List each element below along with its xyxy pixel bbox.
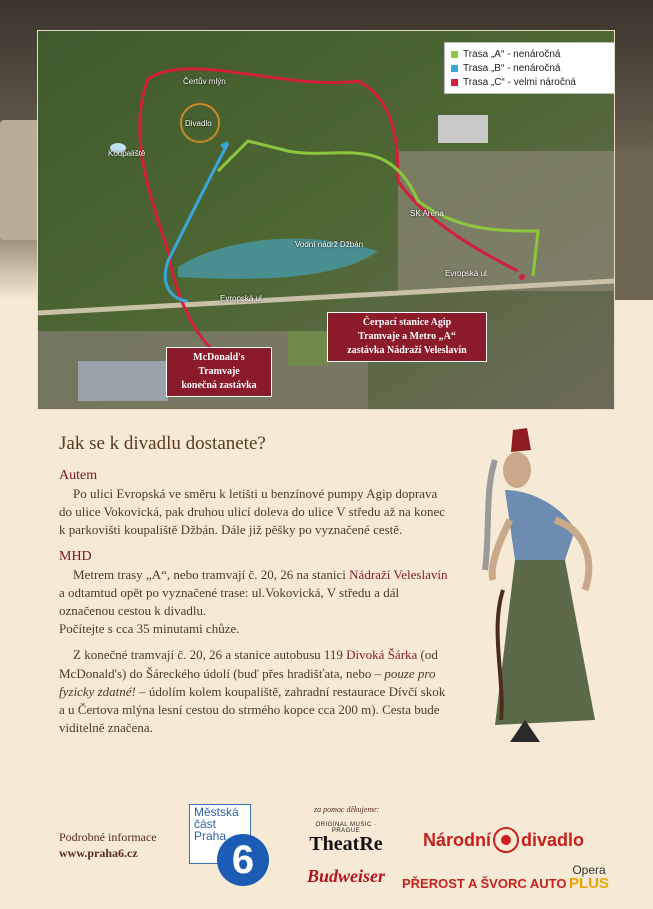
praha6-line: část	[194, 817, 217, 831]
plus-text: PLUS	[569, 875, 610, 892]
praha6-number: 6	[217, 834, 269, 886]
urban-area-east	[398, 151, 614, 291]
text-span: Metrem trasy „A“, nebo tramvají č. 20, 26 na stanici	[73, 566, 350, 582]
label-certuv-mlyn: Čertův mlýn	[183, 77, 226, 86]
callout-line: Tramvaje	[198, 366, 240, 377]
praha6-line: Praha	[194, 829, 227, 843]
info-link[interactable]: www.praha6.cz	[59, 846, 138, 860]
route-map	[37, 30, 615, 410]
legend-item-b	[451, 61, 611, 75]
theatre-logo-big: TheatRe	[309, 833, 383, 855]
label-sk-arena: SK Aréna	[410, 209, 444, 218]
callout-line: konečná zastávka	[181, 380, 257, 391]
label-koupaliste: Koupaliště	[108, 149, 146, 158]
footer-info	[59, 829, 157, 861]
section-title-mhd: MHD	[59, 548, 92, 564]
page-title: Jak se k divadlu dostanete?	[59, 433, 266, 454]
callout-mcdonalds	[166, 347, 272, 397]
nd-right: divadlo	[521, 829, 585, 850]
map-legend	[444, 42, 615, 94]
agip-marker	[519, 274, 525, 280]
legend-label: Trasa „A“ - nenáročná	[463, 48, 561, 60]
callout-line: Čerpací stanice Agip	[362, 317, 452, 328]
background-house	[0, 120, 40, 240]
stadium	[288, 331, 328, 366]
legend-swatch	[451, 51, 458, 58]
praha6-line: Městská	[194, 805, 239, 819]
text-span: Z konečné tramvají č. 20, 26 a stanice autobusu 119	[73, 647, 347, 663]
callout-line: McDonald's	[193, 352, 245, 363]
witch-drawing	[465, 420, 625, 750]
prerost-logo: PŘEROST A ŠVORC AUTO	[402, 876, 567, 891]
arm-left	[492, 520, 510, 580]
highlight-station: Divoká Šárka	[346, 647, 418, 663]
nd-seal-icon	[493, 827, 519, 853]
info-label: Podrobné informace	[59, 830, 157, 844]
text-span: – údolím kolem koupaliště, zahradní restaurace Dívčí skok a u Čertova mlýna lesní cestou do strmého kopce cca 200 m). Cesta bude viditelně značena.	[59, 683, 446, 736]
highlight-station: Nádraží Veleslavín	[349, 566, 448, 582]
mall-building	[78, 361, 168, 401]
skirt	[495, 560, 595, 725]
hat	[511, 428, 531, 452]
opera-text: Opera	[572, 863, 606, 877]
opera-plus-logo	[569, 863, 609, 891]
praha6-logo	[189, 804, 269, 904]
sk-arena-building	[438, 115, 488, 143]
witch-illustration	[465, 420, 625, 750]
budweiser-logo: Budweiser	[307, 866, 386, 886]
autem-text: Po ulici Evropská ve směru k letišti u benzínové pumpy Agip doprava do ulice Vokovická, pak druhou ulicí doleva do ulice V středu až na konec k parkovišti koupaliště Džbán. Dále již pěšky po vyznačené cestě.	[59, 486, 446, 538]
legend-swatch	[451, 79, 458, 86]
legend-swatch	[451, 65, 458, 72]
head	[503, 452, 531, 488]
narodni-divadlo-logo	[423, 827, 584, 853]
label-divadlo: Divadlo	[185, 119, 212, 128]
thanks-label: za pomoc děkujeme:	[314, 805, 380, 814]
mhd-paragraph-1	[59, 566, 449, 621]
legend-item-c	[451, 75, 611, 89]
callout-line: Tramvaje a Metro „A“	[358, 331, 456, 342]
label-evropska-east: Evropská ul.	[445, 269, 490, 278]
text-span: (od McDonald's) do Šáreckého údolí (buď přes hradišťata, nebo –	[59, 647, 438, 681]
directions-content	[59, 433, 449, 737]
warning-text: pouze pro fyzicky zdatné!	[59, 665, 436, 699]
legend-item-a	[451, 47, 611, 61]
legend-label: Trasa „C“ - velmi náročná	[463, 76, 576, 88]
mhd-paragraph-2	[59, 646, 449, 737]
theatre-logo-small: ORIGINAL MUSIC · PRAGUE	[315, 822, 377, 834]
section-title-autem: Autem	[59, 468, 98, 483]
text-span: a odtamtud opět po vyznačené trase: ul.Vokovická, V středu a dál označenou cestou k divadlu.	[59, 584, 400, 619]
nd-left: Národní	[423, 829, 492, 850]
label-evropska-west: Evropská ul.	[220, 294, 265, 303]
mhd-walk-time: Počítejte s cca 35 minutami chůze.	[59, 621, 240, 637]
callout-line: zastávka Nádraží Veleslavín	[347, 345, 467, 356]
label-vodni-nadrz: Vodní nádrž Džbán	[295, 240, 364, 249]
legend-label: Trasa „B“ - nenáročná	[463, 62, 561, 74]
callout-agip	[327, 312, 487, 362]
theatre-logo	[306, 822, 386, 856]
